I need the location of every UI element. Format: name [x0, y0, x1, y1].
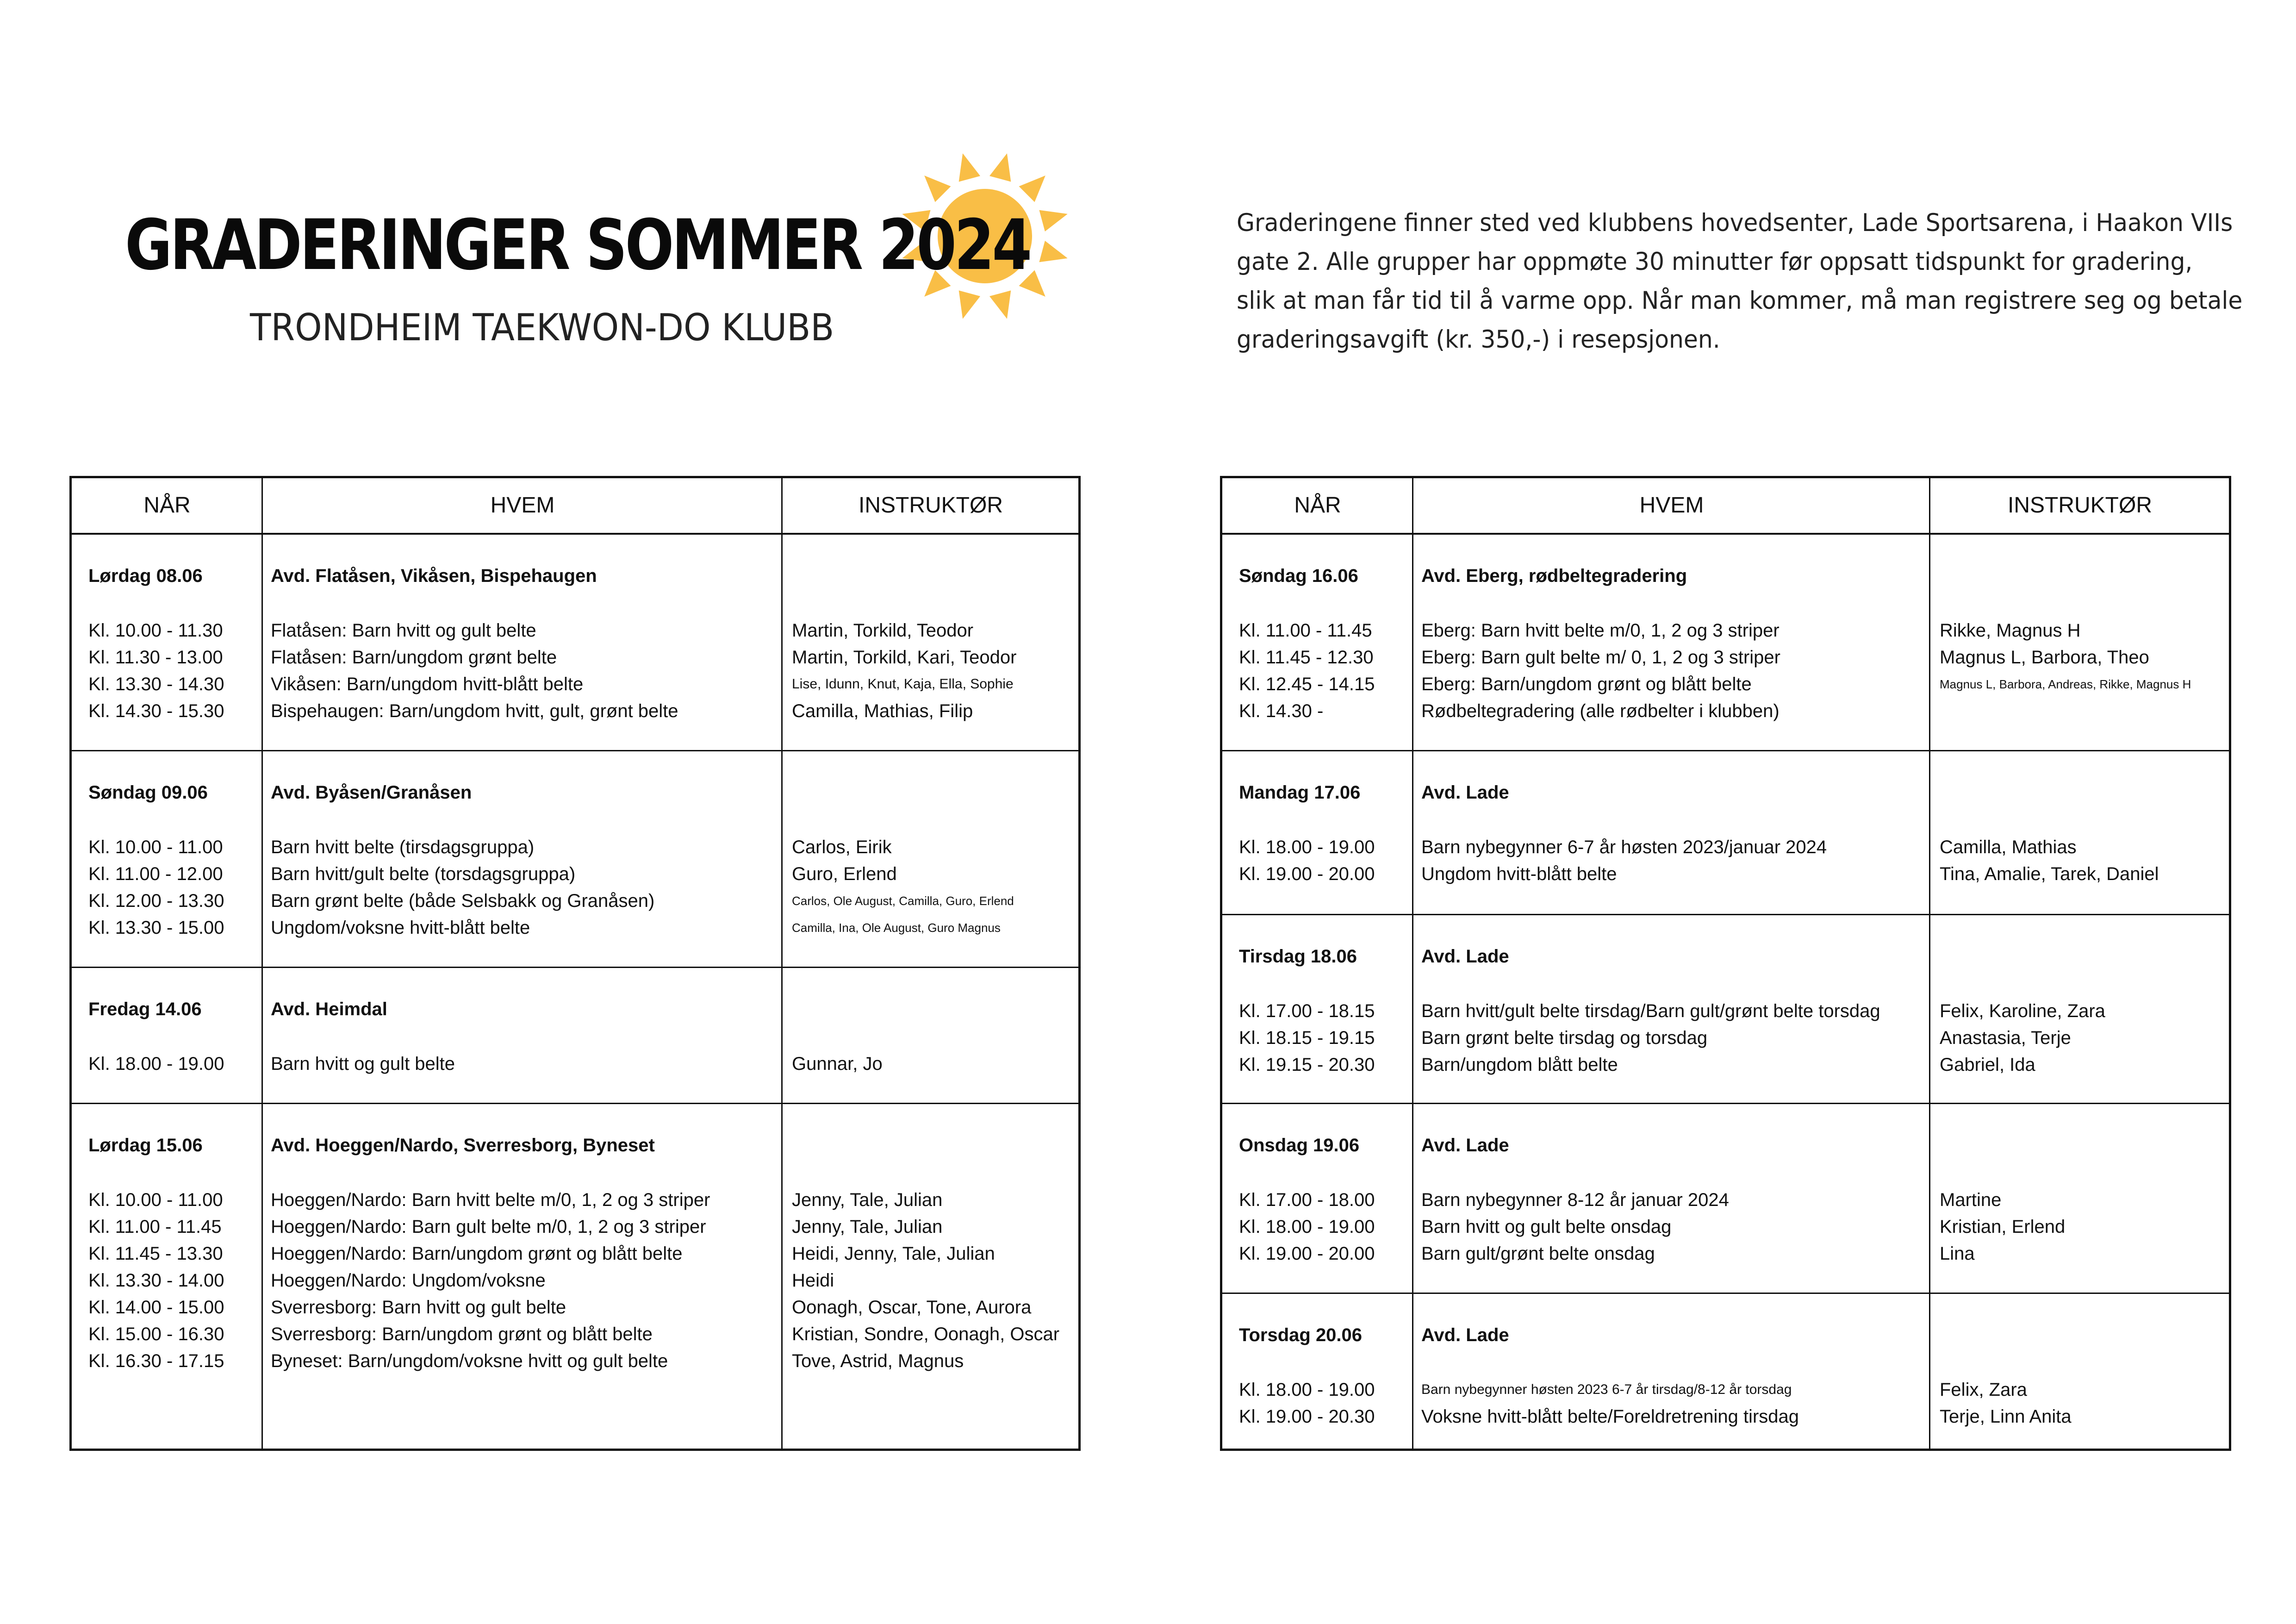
- instructors: Martine: [1940, 1190, 2002, 1210]
- group-name: Sverresborg: Barn/ungdom grønt og blått belte: [271, 1324, 653, 1344]
- time-slot: Kl. 16.30 - 17.15: [88, 1351, 224, 1371]
- section-location: Avd. Lade: [1421, 1325, 1509, 1345]
- section-divider: [1222, 750, 2229, 751]
- time-slot: Kl. 17.00 - 18.00: [1239, 1190, 1375, 1210]
- instructors: Tina, Amalie, Tarek, Daniel: [1940, 864, 2159, 884]
- instructors: Tove, Astrid, Magnus: [792, 1351, 964, 1371]
- section-day: Lørdag 08.06: [88, 566, 203, 586]
- group-name: Flatåsen: Barn hvitt og gult belte: [271, 620, 536, 641]
- section-day: Lørdag 15.06: [88, 1135, 203, 1156]
- section-location: Avd. Lade: [1421, 782, 1509, 803]
- section-location: Avd. Eberg, rødbeltegradering: [1421, 566, 1687, 586]
- group-name: Eberg: Barn hvitt belte m/0, 1, 2 og 3 striper: [1421, 620, 1780, 641]
- time-slot: Kl. 18.00 - 19.00: [1239, 1217, 1375, 1237]
- group-name: Ungdom/voksne hvitt-blått belte: [271, 918, 530, 938]
- time-slot: Kl. 19.00 - 20.00: [1239, 1243, 1375, 1264]
- instructors: Rikke, Magnus H: [1940, 620, 2081, 641]
- instructors: Jenny, Tale, Julian: [792, 1217, 943, 1237]
- section-location: Avd. Heimdal: [271, 999, 387, 1019]
- group-name: Barn grønt belte tirsdag og torsdag: [1421, 1028, 1708, 1048]
- club-name: TRONDHEIM TAEKWON-DO KLUBB: [250, 306, 834, 349]
- section-day: Søndag 16.06: [1239, 566, 1358, 586]
- column-divider: [1929, 478, 1930, 1449]
- section-divider: [72, 750, 1078, 751]
- time-slot: Kl. 14.30 -: [1239, 701, 1324, 721]
- time-slot: Kl. 14.00 - 15.00: [88, 1297, 224, 1318]
- section-location: Avd. Flatåsen, Vikåsen, Bispehaugen: [271, 566, 597, 586]
- column-divider: [781, 478, 783, 1449]
- section-location: Avd. Byåsen/Granåsen: [271, 782, 472, 803]
- time-slot: Kl. 11.00 - 11.45: [88, 1217, 222, 1237]
- instructors: Oonagh, Oscar, Tone, Aurora: [792, 1297, 1032, 1318]
- instructors: Martin, Torkild, Teodor: [792, 620, 974, 641]
- instructors: Magnus L, Barbora, Theo: [1940, 647, 2149, 668]
- time-slot: Kl. 18.00 - 19.00: [1239, 1380, 1375, 1400]
- section-divider: [72, 1103, 1078, 1104]
- column-header-who: HVEM: [490, 493, 555, 518]
- group-name: Barn hvitt/gult belte tirsdag/Barn gult/grønt belte torsdag: [1421, 1001, 1880, 1021]
- page-title: GRADERINGER SOMMER 2024: [125, 205, 1030, 286]
- time-slot: Kl. 13.30 - 14.00: [88, 1270, 224, 1291]
- time-slot: Kl. 13.30 - 14.30: [88, 674, 224, 694]
- sun-ray: [1039, 203, 1070, 231]
- group-name: Vikåsen: Barn/ungdom hvitt-blått belte: [271, 674, 584, 694]
- schedule-table-left: [69, 476, 1081, 1451]
- group-name: Hoeggen/Nardo: Ungdom/voksne: [271, 1270, 546, 1291]
- group-name: Barn hvitt/gult belte (torsdagsgruppa): [271, 864, 576, 884]
- section-divider: [1222, 1103, 2229, 1104]
- column-divider: [1412, 478, 1413, 1449]
- time-slot: Kl. 11.30 - 13.00: [88, 647, 223, 668]
- time-slot: Kl. 15.00 - 16.30: [88, 1324, 224, 1344]
- time-slot: Kl. 14.30 - 15.30: [88, 701, 224, 721]
- instructors: Anastasia, Terje: [1940, 1028, 2071, 1048]
- time-slot: Kl. 19.00 - 20.00: [1239, 864, 1375, 884]
- instructors: Carlos, Ole August, Camilla, Guro, Erlend: [792, 894, 1014, 908]
- time-slot: Kl. 10.00 - 11.00: [88, 837, 223, 857]
- schedule-table-right: [1220, 476, 2231, 1451]
- group-name: Byneset: Barn/ungdom/voksne hvitt og gult belte: [271, 1351, 668, 1371]
- column-header-instructor: INSTRUKTØR: [859, 493, 1003, 518]
- instructors: Carlos, Eirik: [792, 837, 892, 857]
- instructors: Terje, Linn Anita: [1940, 1406, 2072, 1427]
- instructors: Camilla, Mathias, Filip: [792, 701, 973, 721]
- column-header-when: NÅR: [143, 493, 191, 518]
- section-divider: [1222, 1293, 2229, 1294]
- section-location: Avd. Hoeggen/Nardo, Sverresborg, Byneset: [271, 1135, 655, 1156]
- instructors: Jenny, Tale, Julian: [792, 1190, 943, 1210]
- time-slot: Kl. 18.00 - 19.00: [1239, 837, 1375, 857]
- time-slot: Kl. 11.45 - 13.30: [88, 1243, 223, 1264]
- instructors: Magnus L, Barbora, Andreas, Rikke, Magnus H: [1940, 677, 2191, 691]
- group-name: Barn hvitt og gult belte: [271, 1054, 455, 1074]
- sun-ray: [989, 290, 1018, 321]
- section-day: Tirsdag 18.06: [1239, 946, 1357, 967]
- group-name: Hoeggen/Nardo: Barn/ungdom grønt og blått belte: [271, 1243, 683, 1264]
- time-slot: Kl. 12.45 - 14.15: [1239, 674, 1375, 694]
- sun-ray: [952, 150, 980, 181]
- instructors: Kristian, Erlend: [1940, 1217, 2066, 1237]
- group-name: Flatåsen: Barn/ungdom grønt belte: [271, 647, 557, 668]
- instructors: Camilla, Mathias: [1940, 837, 2077, 857]
- time-slot: Kl. 10.00 - 11.00: [88, 1190, 223, 1210]
- group-name: Hoeggen/Nardo: Barn gult belte m/0, 1, 2 og 3 striper: [271, 1217, 706, 1237]
- sun-ray: [916, 168, 951, 202]
- group-name: Hoeggen/Nardo: Barn hvitt belte m/0, 1, 2 og 3 striper: [271, 1190, 710, 1210]
- group-name: Rødbeltegradering (alle rødbelter i klubben): [1421, 701, 1780, 721]
- group-name: Barn nybegynner høsten 2023 6-7 år tirsdag/8-12 år torsdag: [1421, 1382, 1792, 1397]
- intro-line: Graderingene finner sted ved klubbens hovedsenter, Lade Sportsarena, i Haakon VIIs: [1237, 209, 2233, 237]
- section-day: Torsdag 20.06: [1239, 1325, 1363, 1345]
- time-slot: Kl. 10.00 - 11.30: [88, 620, 223, 641]
- group-name: Barn hvitt belte (tirsdagsgruppa): [271, 837, 535, 857]
- group-name: Barn nybegynner 6-7 år høsten 2023/januar 2024: [1421, 837, 1827, 857]
- section-location: Avd. Lade: [1421, 946, 1509, 967]
- time-slot: Kl. 18.15 - 19.15: [1239, 1028, 1375, 1048]
- group-name: Barn grønt belte (både Selsbakk og Granåsen): [271, 891, 655, 911]
- group-name: Voksne hvitt-blått belte/Foreldretrening tirsdag: [1421, 1406, 1799, 1427]
- group-name: Sverresborg: Barn hvitt og gult belte: [271, 1297, 566, 1318]
- time-slot: Kl. 18.00 - 19.00: [88, 1054, 224, 1074]
- group-name: Barn nybegynner 8-12 år januar 2024: [1421, 1190, 1729, 1210]
- column-header-when: NÅR: [1294, 493, 1341, 518]
- group-name: Eberg: Barn gult belte m/ 0, 1, 2 og 3 striper: [1421, 647, 1780, 668]
- intro-text: [1237, 204, 2243, 359]
- time-slot: Kl. 13.30 - 15.00: [88, 918, 224, 938]
- section-divider: [72, 967, 1078, 968]
- table-header: [1222, 478, 2229, 535]
- section-day: Søndag 09.06: [88, 782, 208, 803]
- instructors: Camilla, Ina, Ole August, Guro Magnus: [792, 921, 1001, 935]
- intro-line: slik at man får tid til å varme opp. Når man kommer, må man registrere seg og betale: [1237, 287, 2243, 315]
- column-header-instructor: INSTRUKTØR: [2008, 493, 2152, 518]
- instructors: Heidi: [792, 1270, 834, 1291]
- sun-ray: [1039, 241, 1070, 269]
- section-location: Avd. Lade: [1421, 1135, 1509, 1156]
- time-slot: Kl. 11.00 - 12.00: [88, 864, 223, 884]
- instructors: Lise, Idunn, Knut, Kaja, Ella, Sophie: [792, 676, 1014, 692]
- section-day: Mandag 17.06: [1239, 782, 1361, 803]
- instructors: Martin, Torkild, Kari, Teodor: [792, 647, 1017, 668]
- time-slot: Kl. 12.00 - 13.30: [88, 891, 224, 911]
- instructors: Kristian, Sondre, Oonagh, Oscar: [792, 1324, 1060, 1344]
- group-name: Barn hvitt og gult belte onsdag: [1421, 1217, 1672, 1237]
- column-divider: [261, 478, 263, 1449]
- instructors: Felix, Zara: [1940, 1380, 2027, 1400]
- table-header: [72, 478, 1078, 535]
- instructors: Heidi, Jenny, Tale, Julian: [792, 1243, 995, 1264]
- group-name: Barn gult/grønt belte onsdag: [1421, 1243, 1655, 1264]
- sun-ray: [1019, 168, 1053, 202]
- group-name: Barn/ungdom blått belte: [1421, 1055, 1618, 1075]
- time-slot: Kl. 11.00 - 11.45: [1239, 620, 1372, 641]
- sun-ray: [952, 290, 980, 321]
- group-name: Eberg: Barn/ungdom grønt og blått belte: [1421, 674, 1752, 694]
- instructors: Lina: [1940, 1243, 1975, 1264]
- instructors: Felix, Karoline, Zara: [1940, 1001, 2105, 1021]
- column-header-who: HVEM: [1639, 493, 1704, 518]
- group-name: Ungdom hvitt-blått belte: [1421, 864, 1617, 884]
- intro-line: graderingsavgift (kr. 350,-) i resepsjonen.: [1237, 325, 1720, 354]
- instructors: Gabriel, Ida: [1940, 1055, 2035, 1075]
- intro-line: gate 2. Alle grupper har oppmøte 30 minutter før oppsatt tidspunkt for gradering,: [1237, 248, 2193, 276]
- time-slot: Kl. 11.45 - 12.30: [1239, 647, 1374, 668]
- group-name: Bispehaugen: Barn/ungdom hvitt, gult, grønt belte: [271, 701, 678, 721]
- section-day: Onsdag 19.06: [1239, 1135, 1360, 1156]
- sun-ray: [989, 150, 1018, 181]
- instructors: Guro, Erlend: [792, 864, 897, 884]
- section-divider: [1222, 914, 2229, 915]
- time-slot: Kl. 19.00 - 20.30: [1239, 1406, 1375, 1427]
- time-slot: Kl. 19.15 - 20.30: [1239, 1055, 1375, 1075]
- instructors: Gunnar, Jo: [792, 1054, 883, 1074]
- section-day: Fredag 14.06: [88, 999, 202, 1019]
- time-slot: Kl. 17.00 - 18.15: [1239, 1001, 1375, 1021]
